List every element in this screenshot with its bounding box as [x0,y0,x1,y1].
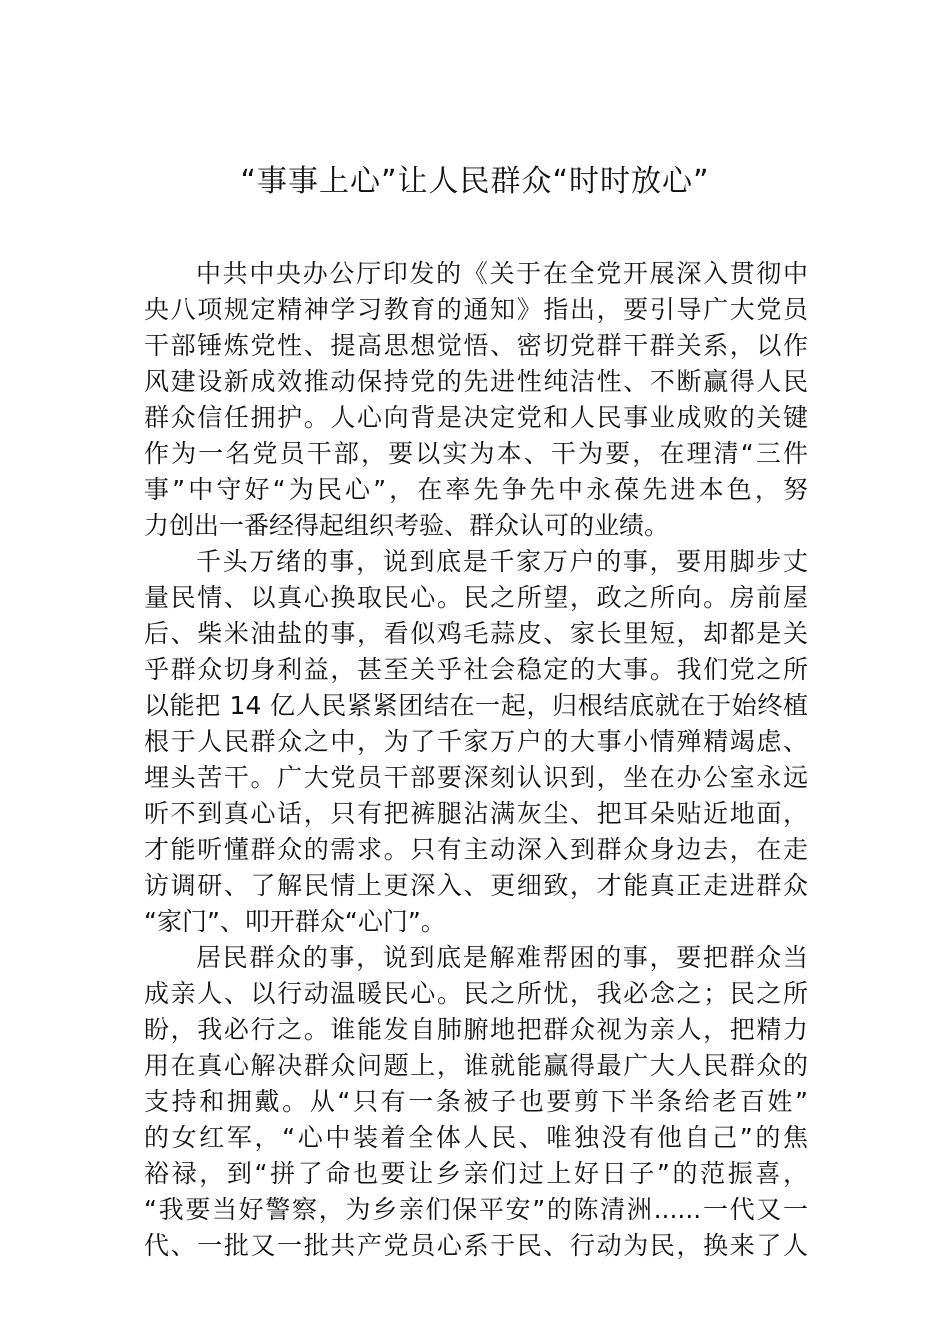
paragraph-line: 事”中守好“为民心”，在率先争先中永葆先进本色，努 [144,475,808,504]
paragraph-line: “家门”、叩开群众“心门”。 [144,907,446,936]
paragraph-line: 成亲人、以行动温暖民心。民之所忧，我必念之；民之所 [144,979,808,1008]
paragraph-line: 群众信任拥护。人心向背是决定党和人民事业成败的关键 [144,403,808,432]
paragraph-line: 中共中央办公厅印发的《关于在全党开展深入贯彻中 [196,259,808,288]
document-body [144,256,808,1264]
paragraph-line: 访调研、了解民情上更深入、更细致，才能真正走进群众 [144,871,808,900]
paragraph-line: “我要当好警察，为乡亲们保平安”的陈清洲......一代又一 [144,1195,808,1224]
paragraph-line: 以能把 14 亿人民紧紧团结在一起，归根结底就在于始终植 [144,691,808,720]
paragraph-line: 用在真心解决群众问题上，谁就能赢得最广大人民群众的 [144,1051,808,1080]
paragraph-line: 风建设新成效推动保持党的先进性纯洁性、不断赢得人民 [144,367,808,396]
document-title: “事事上心”让人民群众“时时放心” [240,164,710,199]
paragraph-line: 千头万绪的事，说到底是千家万户的事，要用脚步丈 [196,547,808,576]
paragraph-line: 乎群众切身利益，甚至关乎社会稳定的大事。我们党之所 [144,655,808,684]
paragraph-line: 代、一批又一批共产党员心系于民、行动为民，换来了人 [144,1231,808,1260]
paragraph-line: 央八项规定精神学习教育的通知》指出，要引导广大党员 [144,295,808,324]
paragraph-line: 根于人民群众之中，为了千家万户的大事小情殚精竭虑、 [144,727,808,756]
paragraph-line: 的女红军，“心中装着全体人民、唯独没有他自己”的焦 [144,1123,808,1152]
paragraph-line: 听不到真心话，只有把裤腿沾满灰尘、把耳朵贴近地面， [144,799,808,828]
paragraph-line: 盼，我必行之。谁能发自肺腑地把群众视为亲人，把精力 [144,1015,808,1044]
paragraph-line: 作为一名党员干部，要以实为本、干为要，在理清“三件 [144,439,808,468]
paragraph-line: 支持和拥戴。从“只有一条被子也要剪下半条给老百姓” [144,1087,808,1116]
paragraph-line: 裕禄，到“拼了命也要让乡亲们过上好日子”的范振喜， [144,1159,808,1188]
paragraph-3 [144,940,808,1264]
paragraph-line: 量民情、以真心换取民心。民之所望，政之所向。房前屋 [144,583,808,612]
paragraph-line: 后、柴米油盐的事，看似鸡毛蒜皮、家长里短，却都是关 [144,619,808,648]
paragraph-line: 才能听懂群众的需求。只有主动深入到群众身边去，在走 [144,835,808,864]
paragraph-line: 力创出一番经得起组织考验、群众认可的业绩。 [144,511,670,540]
paragraph-line: 埋头苦干。广大党员干部要深刻认识到，坐在办公室永远 [144,763,808,792]
paragraph-line: 干部锤炼党性、提高思想觉悟、密切党群干群关系，以作 [144,331,808,360]
paragraph-line: 居民群众的事，说到底是解难帮困的事，要把群众当 [196,943,808,972]
paragraph-2 [144,544,808,940]
paragraph-1 [144,256,808,544]
